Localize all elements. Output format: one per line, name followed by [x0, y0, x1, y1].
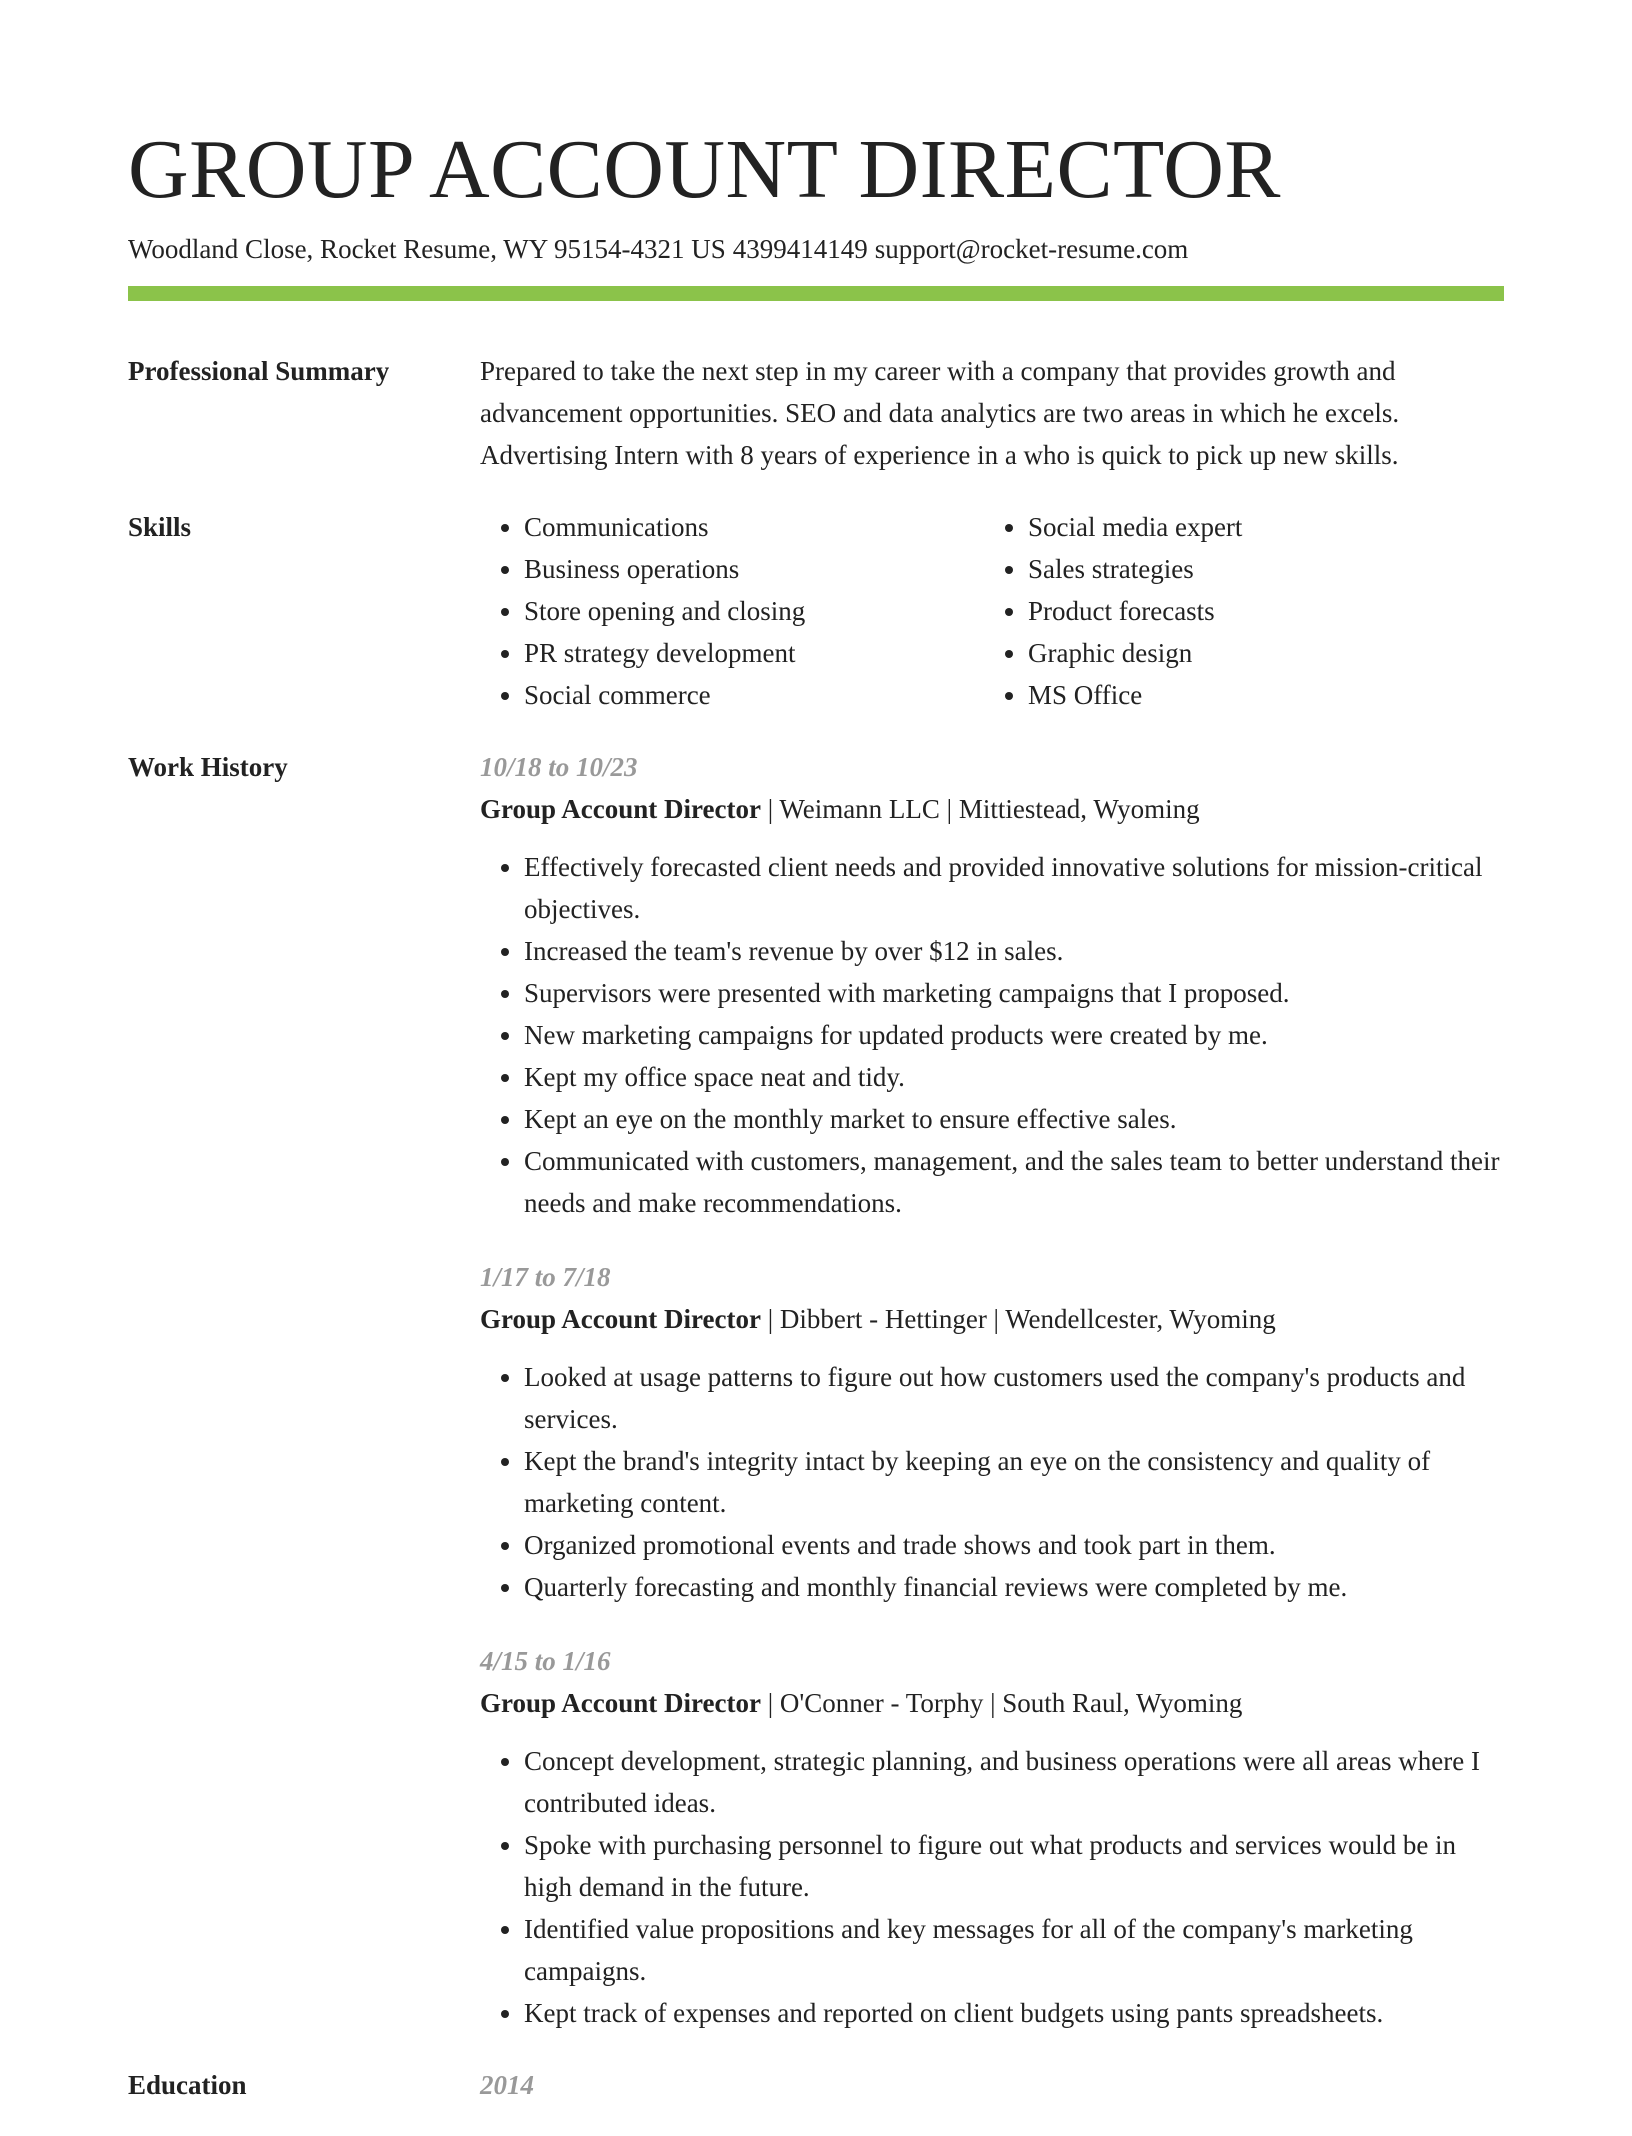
- resume-sections: [128, 350, 1504, 2136]
- job-dates: 1/17 to 7/18: [480, 1262, 611, 1292]
- job-bullet: • Kept track of expenses and reported on client budgets using pants spreadsheets.: [524, 1992, 1504, 2034]
- job-company-location: | Dibbert - Hettinger | Wendellcester, Wyoming: [760, 1304, 1276, 1334]
- skill-item: • Graphic design: [1028, 632, 1488, 674]
- job-bullet: • Kept my office space neat and tidy.: [524, 1056, 1504, 1098]
- job-bullet: • Increased the team's revenue by over $12 in sales.: [524, 930, 1504, 972]
- skills-list-left: [480, 506, 984, 716]
- job-bullet: • New marketing campaigns for updated products were created by me.: [524, 1014, 1504, 1056]
- job-bullet: • Supervisors were presented with marketing campaigns that I proposed.: [524, 972, 1504, 1014]
- job-bullet: • Looked at usage patterns to figure out how customers used the company's products and services.: [524, 1356, 1504, 1440]
- job-bullets: [480, 846, 1504, 1224]
- job-company-location: | Weimann LLC | Mittiestead, Wyoming: [760, 794, 1200, 824]
- job-bullet: • Quarterly forecasting and monthly financial reviews were completed by me.: [524, 1566, 1504, 1608]
- summary-body: [480, 350, 1504, 476]
- job-dates: 10/18 to 10/23: [480, 752, 638, 782]
- job-title: Group Account Director: [480, 794, 761, 824]
- job-dates: 4/15 to 1/16: [480, 1646, 611, 1676]
- contact-phone: 4399414149: [732, 234, 868, 264]
- job-title: Group Account Director: [480, 1688, 761, 1718]
- accent-divider: [128, 286, 1504, 301]
- work-history-heading: Work History: [128, 752, 288, 782]
- work-history-section: [128, 746, 1504, 2034]
- skills-section: [128, 506, 1504, 716]
- job-entry: [480, 1640, 1504, 2034]
- contact-email: support@rocket-resume.com: [874, 234, 1189, 264]
- education-section: [128, 2064, 1504, 2106]
- job-title-line: [480, 788, 1504, 830]
- education-body: [480, 2064, 1504, 2106]
- job-title-line: [480, 1298, 1504, 1340]
- summary-text: Prepared to take the next step in my career with a company that provides growth and advancement opportunities. SEO and data analytics are two areas in which he excels. Advertising Intern with 8 years of experience in a who is quick to pick up new skills.: [480, 356, 1400, 470]
- work-history-body: [480, 746, 1504, 2034]
- job-bullet: • Effectively forecasted client needs and provided innovative solutions for mission-critical objectives.: [524, 846, 1504, 930]
- skills-body: [480, 506, 1504, 716]
- skill-item: • Store opening and closing: [524, 590, 984, 632]
- skill-item: • Product forecasts: [1028, 590, 1488, 632]
- job-bullet: • Kept an eye on the monthly market to ensure effective sales.: [524, 1098, 1504, 1140]
- job-title-line: [480, 1682, 1504, 1724]
- contact-address: Woodland Close, Rocket Resume, WY 95154-4321 US: [128, 234, 726, 264]
- contact-line: [128, 230, 1504, 268]
- job-bullet: • Spoke with purchasing personnel to figure out what products and services would be in high demand in the future.: [524, 1824, 1504, 1908]
- skill-item: • Social commerce: [524, 674, 984, 716]
- skill-item: • Communications: [524, 506, 984, 548]
- education-year: 2014: [480, 2070, 534, 2100]
- skill-item: • Sales strategies: [1028, 548, 1488, 590]
- resume-name: GROUP ACCOUNT DIRECTOR: [128, 123, 1281, 216]
- job-bullet: • Organized promotional events and trade shows and took part in them.: [524, 1524, 1504, 1566]
- job-bullet: • Kept the brand's integrity intact by keeping an eye on the consistency and quality of marketing content.: [524, 1440, 1504, 1524]
- skill-item: • Business operations: [524, 548, 984, 590]
- skill-item: • PR strategy development: [524, 632, 984, 674]
- education-heading: Education: [128, 2070, 247, 2100]
- skill-item: • MS Office: [1028, 674, 1488, 716]
- job-company-location: | O'Conner - Torphy | South Raul, Wyoming: [760, 1688, 1243, 1718]
- skills-heading: Skills: [128, 512, 192, 542]
- skill-item: • Social media expert: [1028, 506, 1488, 548]
- job-bullets: [480, 1740, 1504, 2034]
- job-bullets: [480, 1356, 1504, 1608]
- job-bullet: • Communicated with customers, management, and the sales team to better understand their needs and make recommendations.: [524, 1140, 1504, 1224]
- summary-heading: Professional Summary: [128, 356, 390, 386]
- job-bullet: • Concept development, strategic planning, and business operations were all areas where I contributed ideas.: [524, 1740, 1504, 1824]
- job-title: Group Account Director: [480, 1304, 761, 1334]
- resume-header: [128, 120, 1504, 268]
- skills-list-right: [984, 506, 1488, 716]
- job-entry: [480, 746, 1504, 1224]
- job-entry: [480, 1256, 1504, 1608]
- job-bullet: • Identified value propositions and key messages for all of the company's marketing campaigns.: [524, 1908, 1504, 1992]
- summary-section: [128, 350, 1504, 476]
